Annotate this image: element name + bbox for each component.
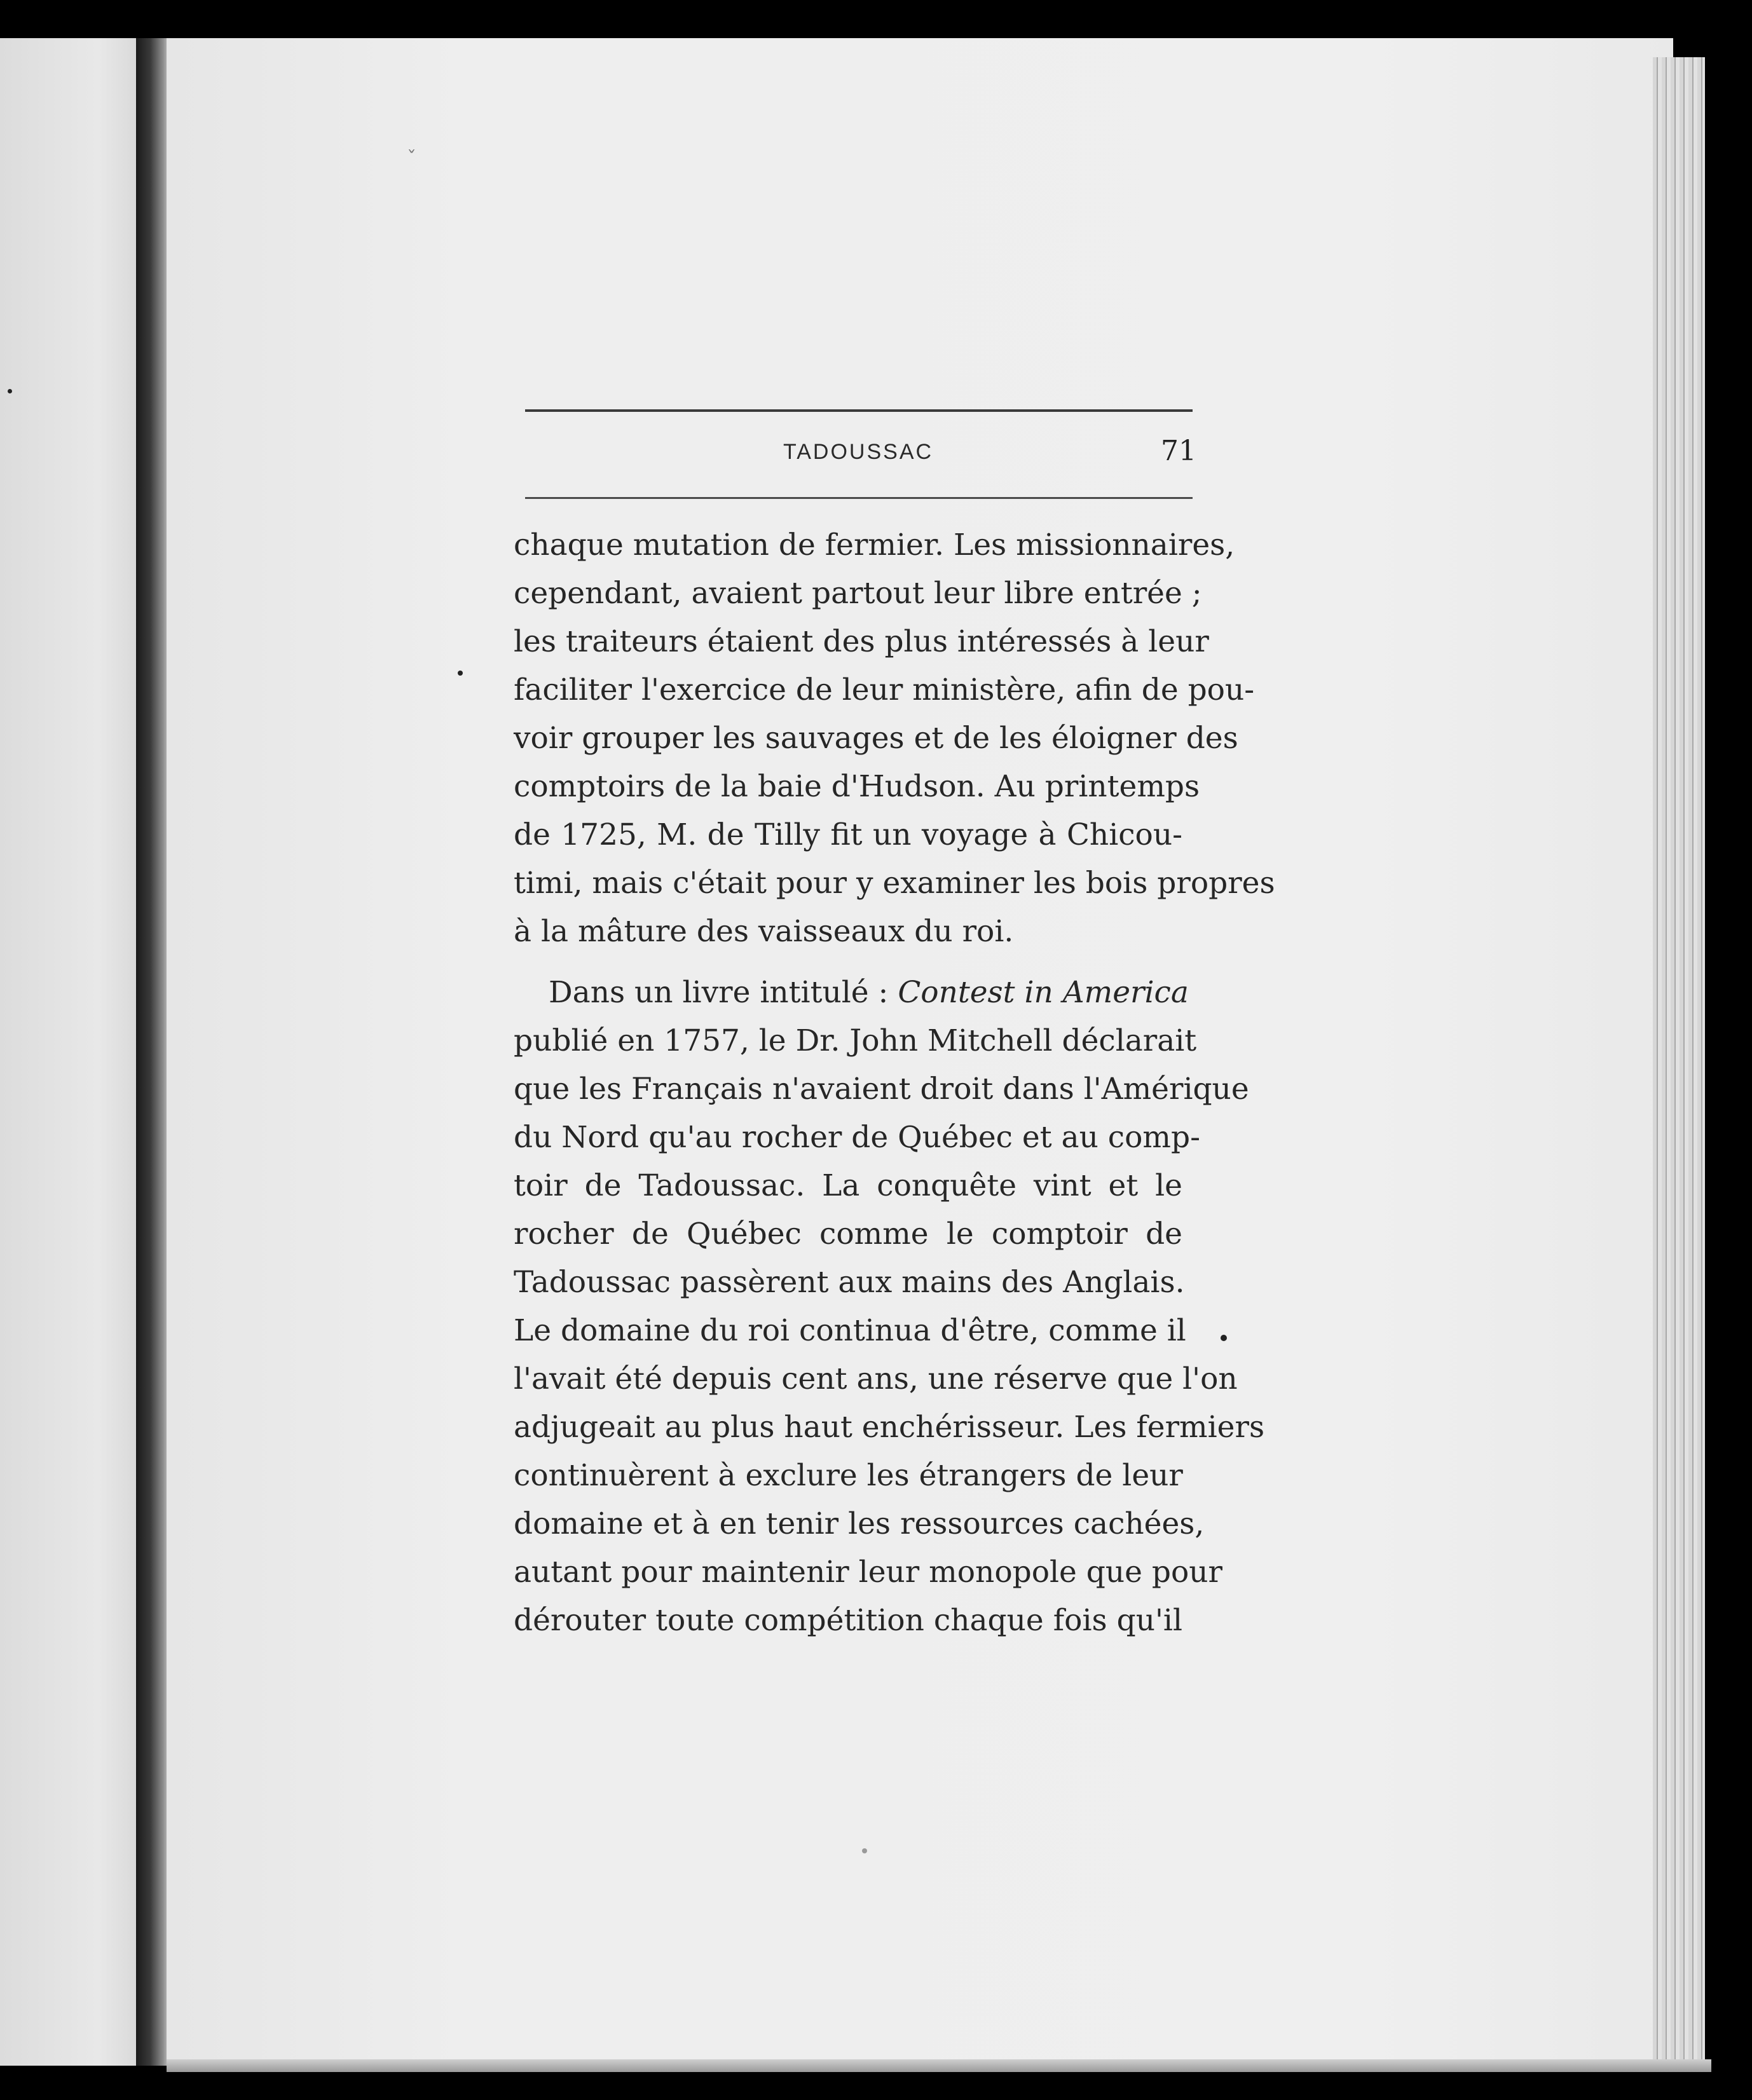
text-line: toir de Tadoussac. La conquête vint et le <box>514 1168 1182 1203</box>
text-line: continuèrent à exclure les étrangers de leur <box>514 1458 1183 1493</box>
header-rule-bottom <box>525 497 1193 499</box>
text-line: dérouter toute compétition chaque fois qu'il <box>514 1603 1182 1638</box>
text-line: timi, mais c'était pour y examiner les bois propres <box>514 866 1275 901</box>
text-line: Le domaine du roi continua d'être, comme il <box>514 1313 1186 1348</box>
text-line: de 1725, M. de Tilly fit un voyage à Chicou- <box>514 817 1182 852</box>
text-line: voir grouper les sauvages et de les éloigner des <box>514 721 1238 756</box>
book-title: Contest in America <box>898 975 1189 1010</box>
text-line: du Nord qu'au rocher de Québec et au comp- <box>514 1120 1200 1155</box>
text-line: autant pour maintenir leur monopole que pour <box>514 1555 1223 1590</box>
body-text <box>514 521 1275 1645</box>
page-number: 71 <box>1161 435 1196 467</box>
text-line: chaque mutation de fermier. Les missionnaires, <box>514 528 1235 562</box>
text-line: publié en 1757, le Dr. John Mitchell déclarait <box>514 1023 1197 1058</box>
text-line: que les Français n'avaient droit dans l'Amérique <box>514 1072 1249 1107</box>
header-rule-top <box>525 409 1193 412</box>
speck <box>458 671 463 676</box>
text-line: l'avait été depuis cent ans, une réserve que l'on <box>514 1361 1238 1396</box>
text-line: adjugeait au plus haut enchérisseur. Les fermiers <box>514 1410 1265 1445</box>
page-bottom-edge <box>167 2059 1711 2072</box>
text-fragment: Dans un livre intitulé : <box>549 975 889 1010</box>
text-line: Tadoussac passèrent aux mains des Anglais. <box>514 1265 1185 1300</box>
speck <box>862 1848 867 1853</box>
text-line: cependant, avaient partout leur libre entrée ; <box>514 576 1202 611</box>
text-line: rocher de Québec comme le comptoir de <box>514 1217 1182 1251</box>
text-line: les traiteurs étaient des plus intéressés à leur <box>514 624 1209 659</box>
running-head: TADOUSSAC <box>783 440 934 464</box>
speck <box>8 389 12 393</box>
paragraph-first-line <box>514 969 1189 1017</box>
stray-mark: ˇ <box>407 147 416 170</box>
page-stack-edges <box>1653 57 1705 2072</box>
text-line: domaine et à en tenir les ressources cachées, <box>514 1506 1205 1541</box>
text-line: faciliter l'exercice de leur ministère, afin de pou- <box>514 672 1255 707</box>
speck <box>1221 1335 1227 1341</box>
text-line: à la mâture des vaisseaux du roi. <box>514 914 1014 949</box>
text-line: comptoirs de la baie d'Hudson. Au printemps <box>514 769 1200 804</box>
left-page-edge <box>0 38 141 2066</box>
